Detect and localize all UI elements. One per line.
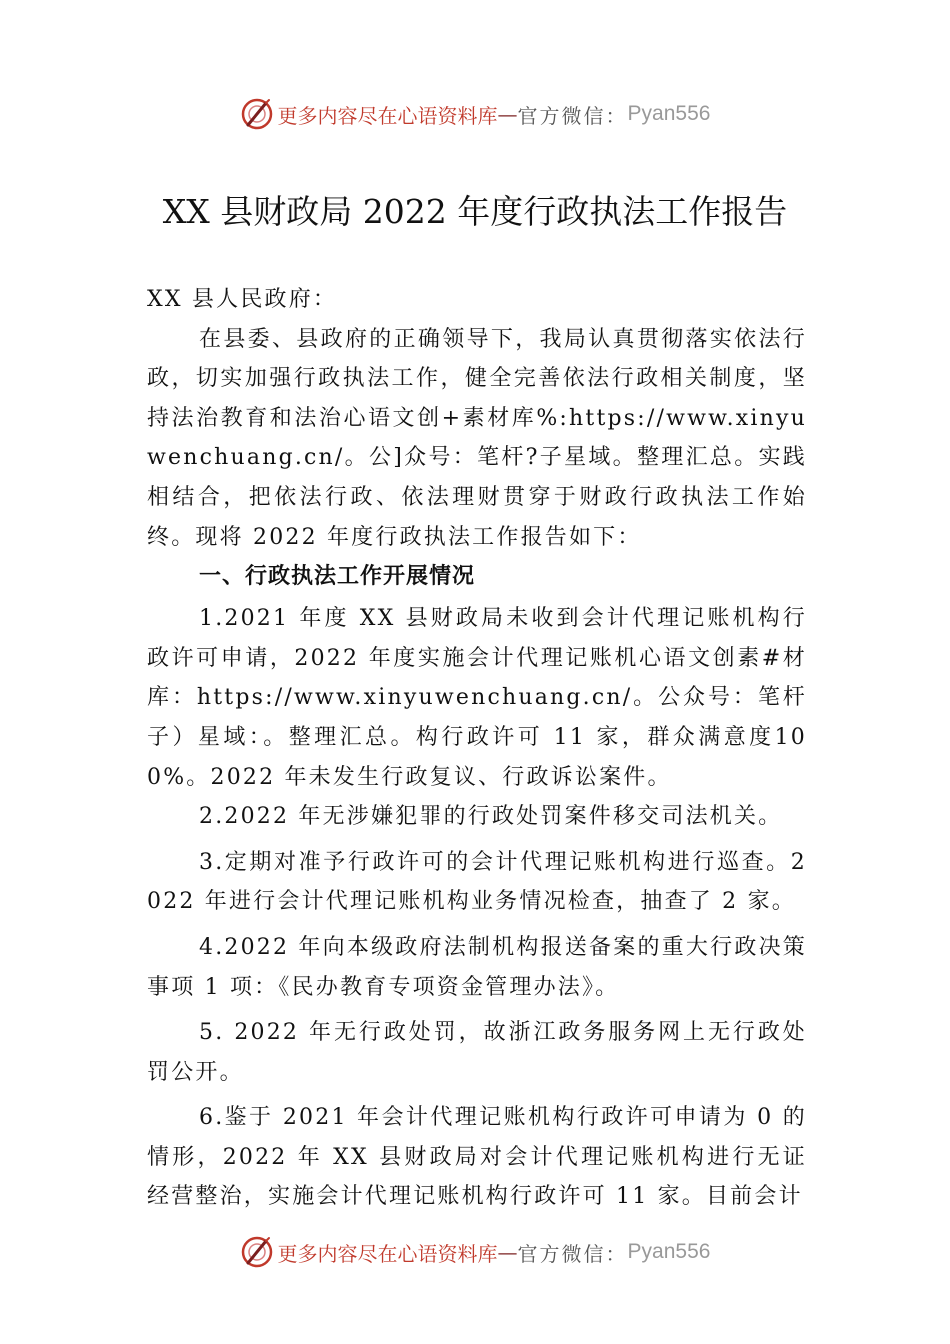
footer-banner	[0, 1232, 950, 1272]
item-paragraph: 4.2022 年向本级政府法制机构报送备案的重大行政决策事项 1 项：《民办教育专项资金管理办法》。	[147, 934, 807, 1000]
item-paragraph: 2.2022 年无涉嫌犯罪的行政处罚案件移交司法机关。	[199, 804, 783, 830]
salutation: XX 县人民政府：	[147, 287, 338, 312]
document-title: XX 县财政局 2022 年度行政执法工作报告	[162, 192, 788, 231]
item-paragraph: 5. 2022 年无行政处罚，故浙江政务服务网上无行政处罚公开。	[147, 1020, 807, 1085]
pen-logo-icon	[240, 97, 274, 131]
banner-separator: —	[497, 1240, 518, 1264]
banner-wechat-id: Pyan556	[627, 102, 711, 125]
section-heading: 一、行政执法工作开展情况	[199, 564, 476, 590]
item-paragraph: 3.定期对准予行政许可的会计代理记账机构进行巡查。2022 年进行会计代理记账机构业务情况检查，抽查了 2 家。	[147, 849, 807, 915]
banner-main-text: 更多内容尽在心语资料库	[277, 1241, 498, 1266]
banner-wechat-label: 官方微信：	[517, 1241, 628, 1266]
header-banner	[0, 94, 950, 134]
document-body	[147, 280, 807, 1217]
item-paragraph: 1.2021 年度 XX 县财政局未收到会计代理记账机构行政许可申请，2022 年度实施会计代理记账机心语文创素#材库：https://www.xinyuwenchuang.cn/。公众号：笔杆子）星域：。整理汇总。构行政许可 11 家，群众满意度100%。2022 年未发生行政复议、行政诉讼案件。	[147, 606, 807, 790]
pen-logo-icon	[240, 1235, 274, 1269]
intro-paragraph: 在县委、县政府的正确领导下，我局认真贯彻落实依法行政，切实加强行政执法工作，健全完善依法行政相关制度，坚持法治教育和法治心语文创+素材库%:https://www.xinyuwenchuang.cn/。公]众号：笔杆?子星域。整理汇总。实践相结合，把依法行政、依法理财贯穿于财政行政执法工作始终。现将 2022 年度行政执法工作报告如下：	[147, 326, 807, 550]
banner-separator: —	[497, 102, 518, 126]
banner-wechat-id: Pyan556	[627, 1240, 711, 1263]
banner-wechat-label: 官方微信：	[517, 103, 628, 128]
banner-main-text: 更多内容尽在心语资料库	[277, 103, 498, 128]
item-paragraph: 6.鉴于 2021 年会计代理记账机构行政许可申请为 0 的情形，2022 年 XX 县财政局对会计代理记账机构进行无证经营整治，实施会计代理记账机构行政许可 11 家。目前会计	[147, 1105, 807, 1210]
